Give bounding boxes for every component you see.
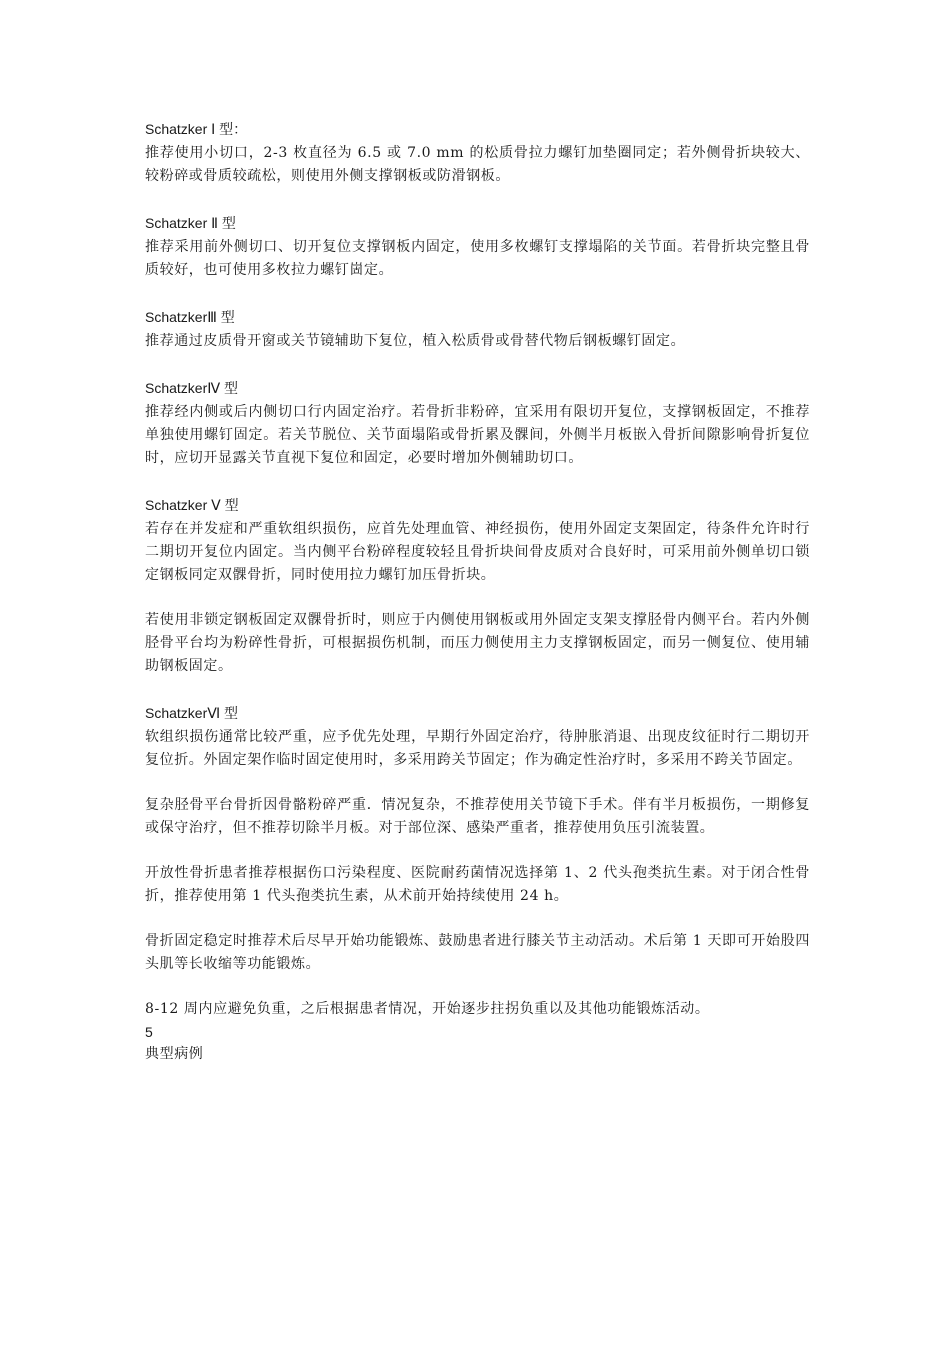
section-heading: Schatzker Ⅴ 型 bbox=[145, 497, 239, 513]
paragraph: 软组织损伤通常比较严重，应予优先处理，早期行外固定治疗，待肿胀消退、出现皮纹征时行二期切开复位折。外固定架作临时固定使用时，多采用跨关节固定；作为确定性治疗时，多采用不跨关节固定。 bbox=[145, 729, 810, 768]
section-type-3 bbox=[145, 306, 810, 353]
section-heading: SchatzkerⅢ 型 bbox=[145, 309, 235, 325]
section-type-5 bbox=[145, 494, 810, 678]
section-heading: Schatzker Ⅰ 型： bbox=[145, 121, 248, 137]
paragraph: 开放性骨折患者推荐根据伤口污染程度、医院耐药菌情况选择第 1、2 代头孢类抗生素。对于闭合性骨折，推荐使用第 1 代头孢类抗生素，从术前开始持续使用 24 h。 bbox=[145, 865, 810, 904]
closing-line: 8-12 周内应避免负重，之后根据患者情况，开始逐步拄拐负重以及其他功能锻炼活动。 bbox=[145, 1001, 710, 1017]
section-type-2 bbox=[145, 212, 810, 282]
section-title: 典型病例 bbox=[145, 1046, 204, 1062]
paragraph: 若存在并发症和严重软组织损伤，应首先处理血管、神经损伤，使用外固定支架固定，待条件允许时行二期切开复位内固定。当内侧平台粉碎程度较轻且骨折块间骨皮质对合良好时，可采用前外侧单切口锁定钢板同定双髁骨折，同时使用拉力螺钉加压骨折块。 bbox=[145, 521, 810, 583]
paragraph: 推荐经内侧或后内侧切口行内固定治疗。若骨折非粉碎，宜采用有限切开复位，支撑钢板固定，不推荐单独使用螺钉固定。若关节脱位、关节面塌陷或骨折累及髁间，外侧半月板嵌入骨折间隙影响骨折复位时，应切开显露关节直视下复位和固定，必要时增加外侧辅助切口。 bbox=[145, 404, 810, 466]
paragraph: 推荐采用前外侧切口、切开复位支撑钢板内固定，使用多枚螺钉支撑塌陷的关节面。若骨折块完整且骨质较好，也可使用多枚拉力螺钉崮定。 bbox=[145, 239, 810, 278]
paragraph: 推荐通过皮质骨开窗或关节镜辅助下复位，植入松质骨或骨替代物后钢板螺钉固定。 bbox=[145, 333, 686, 349]
section-type-6 bbox=[145, 702, 810, 976]
document-body bbox=[145, 118, 810, 1066]
paragraph: 复杂胫骨平台骨折因骨骼粉碎严重．情况复杂，不推荐使用关节镜下手术。伴有半月板损伤，一期修复或保守治疗，但不推荐切除半月板。对于部位深、感染严重者，推荐使用负压引流装置。 bbox=[145, 797, 810, 836]
section-heading: SchatzkerⅥ 型 bbox=[145, 705, 239, 721]
paragraph: 若使用非锁定钢板固定双髁骨折时，则应于内侧使用钢板或用外固定支架支撑胫骨内侧平台。若内外侧胫骨平台均为粉碎性骨折，可根据损伤机制，而压力侧使用主力支撑钢板固定，而另一侧复位、使用辅助钢板固定。 bbox=[145, 612, 810, 674]
section-number: 5 bbox=[145, 1024, 153, 1040]
section-heading: Schatzker Ⅱ 型 bbox=[145, 215, 236, 231]
paragraph: 骨折固定稳定时推荐术后尽早开始功能锻炼、鼓励患者进行膝关节主动活动。术后第 1 天即可开始股四头肌等长收缩等功能锻炼。 bbox=[145, 933, 810, 972]
section-type-1 bbox=[145, 118, 810, 188]
section-heading: SchatzkerⅣ 型 bbox=[145, 380, 239, 396]
paragraph: 推荐使用小切口，2-3 枚直径为 6.5 或 7.0 mm 的松质骨拉力螺钉加垫圈同定；若外侧骨折块较大、较粉碎或骨质较疏松，则使用外侧支撑钢板或防滑钢板。 bbox=[145, 145, 810, 184]
section-type-4 bbox=[145, 377, 810, 470]
